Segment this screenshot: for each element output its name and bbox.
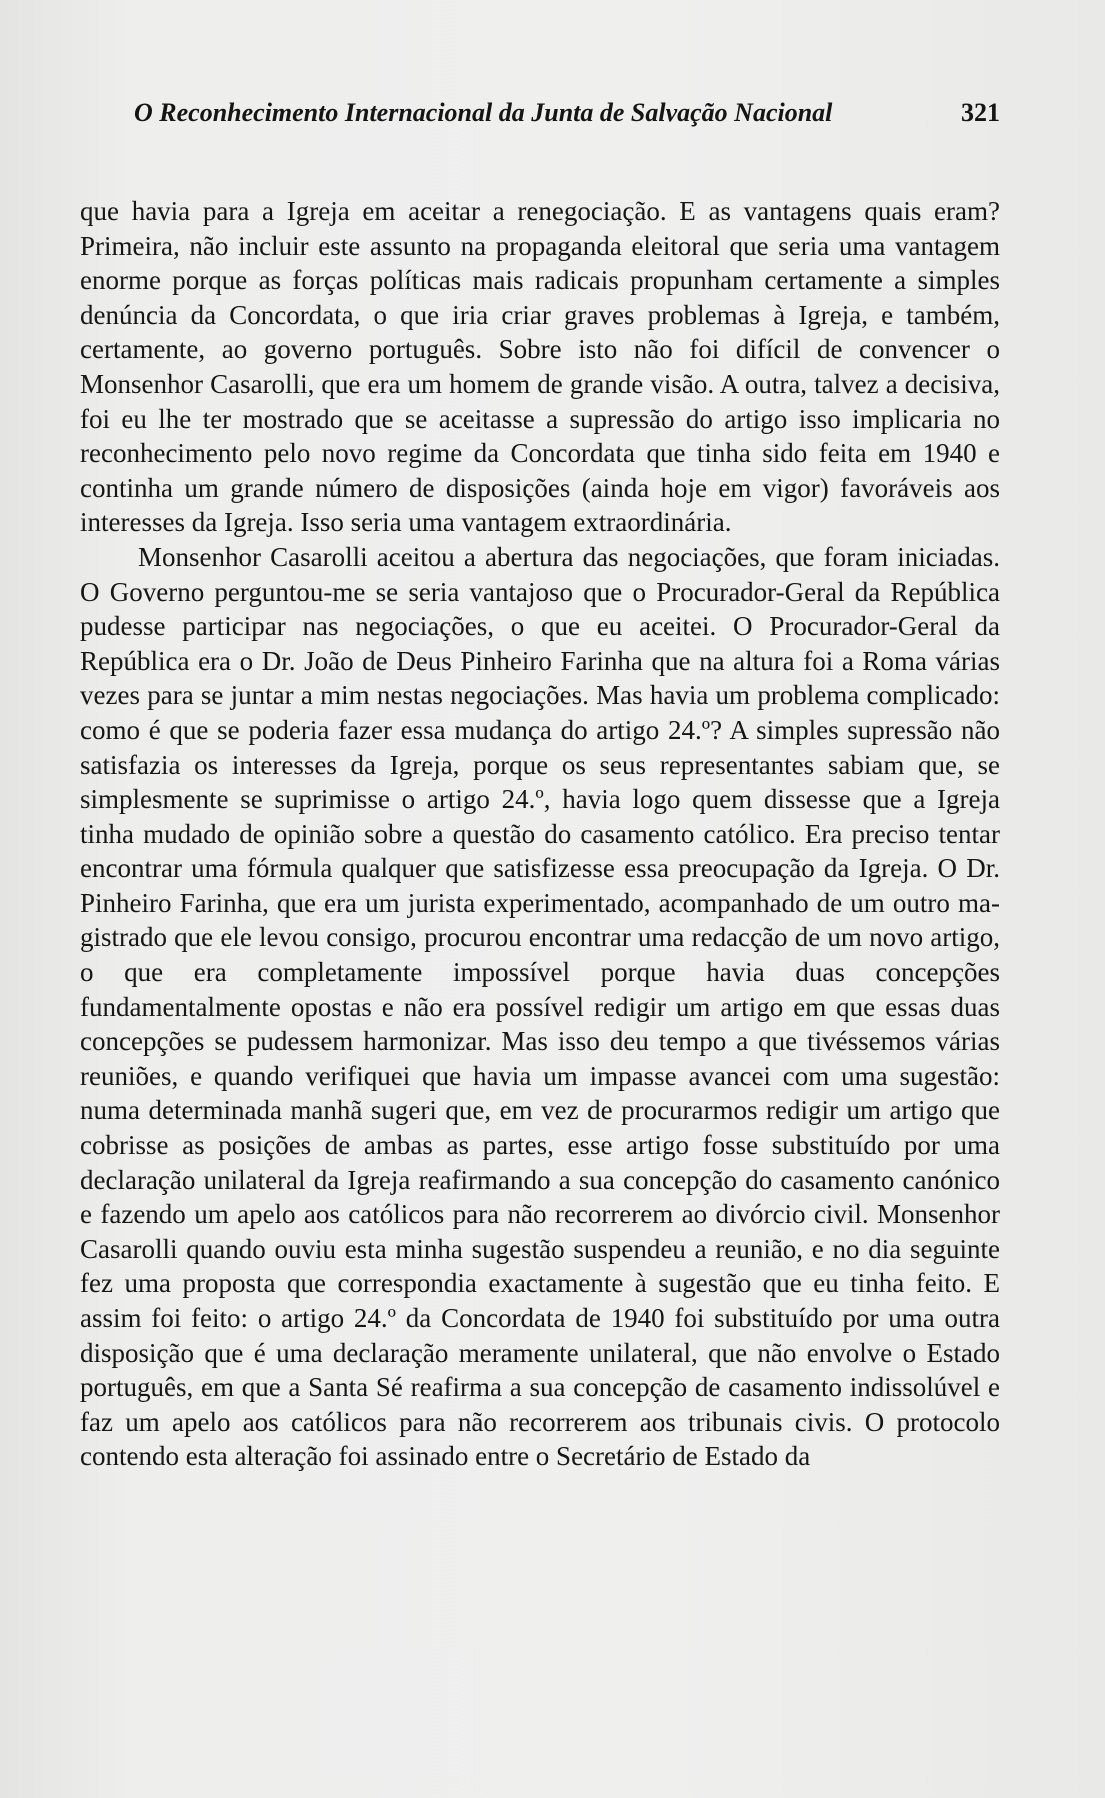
running-head bbox=[134, 98, 1000, 138]
paragraph-continued: que havia para a Igreja em aceitar a renegociação. E as vantagens quais eram? Primeira, não incluir este assunto na propaganda eleitoral que seria uma vantagem enorme porque as forças políticas mais radicais propunham certamente a simples denúncia da Concordata, o que iria criar graves problemas à Igreja, e também, certamente, ao governo português. Sobre isto não foi difícil de convencer o Monsenhor Casarolli, que era um homem de grande visão. A outra, talvez a decisiva, foi eu lhe ter mostrado que se aceitasse a supressão do artigo isso implicaria no reconhecimento pelo novo regime da Concordata que tinha sido feita em 1940 e continha um grande número de disposições (ainda hoje em vigor) favoráveis aos interesses da Igreja. Isso seria uma vantagem extraordinária. bbox=[80, 196, 1000, 538]
running-title: O Reconhecimento Internacional da Junta de Salvação Nacional bbox=[134, 98, 833, 127]
paragraph: Monsenhor Casarolli aceitou a abertura das negociações, que foram iniciadas. O Governo perguntou-me se seria vantajoso que o Procurador-Geral da República pudesse participar nas negociações, o que eu aceitei. O Procurador-Geral da República era o Dr. João de Deus Pinheiro Farinha que na altura foi a Roma várias vezes para se juntar a mim nestas negociações. Mas havia um problema complicado: como é que se poderia fazer essa mudança do artigo 24.º? A simples supressão não satisfazia os interesses da Igreja, porque os seus representantes sabiam que, se simplesmente se suprimisse o artigo 24.º, havia logo quem dissesse que a Igreja tinha mudado de opinião sobre a questão do casamento católico. Era preciso tentar encontrar uma fórmula qualquer que satisfizesse essa preocupação da Igreja. O Dr. Pinheiro Farinha, que era um jurista experimentado, acompanhado de um outro magistrado que ele levou consigo, procurou encontrar uma redacção de um novo artigo, o que era completamente impossível porque havia duas concepções fundamentalmente opostas e não era possível redigir um artigo em que essas duas concepções se pudessem harmonizar. Mas isso deu tempo a que tivéssemos várias reuniões, e quando verifiquei que havia um impasse avancei com uma sugestão: numa determinada manhã sugeri que, em vez de procurarmos redigir um artigo que cobrisse as posições de ambas as partes, esse artigo fosse substituído por uma declaração unilateral da Igreja reafirmando a sua concepção do casamento canónico e fazendo um apelo aos católicos para não recorrerem ao divórcio civil. Monsenhor Casarolli quando ouviu esta minha sugestão suspendeu a reunião, e no dia seguinte fez uma proposta que correspondia exactamente à sugestão que eu tinha feito. E assim foi feito: o artigo 24.º da Concordata de 1940 foi substituído por uma outra disposição que é uma declaração meramente unilateral, que não envolve o Estado português, em que a Santa Sé reafirma a sua concepção de casamento indissolúvel e faz um apelo aos católicos para não recorrerem aos tribunais civis. O protocolo contendo esta alteração foi assinado entre o Secretário de Estado da bbox=[80, 541, 1000, 1472]
page-number: 321 bbox=[961, 98, 1000, 127]
body-text bbox=[80, 194, 1000, 1474]
